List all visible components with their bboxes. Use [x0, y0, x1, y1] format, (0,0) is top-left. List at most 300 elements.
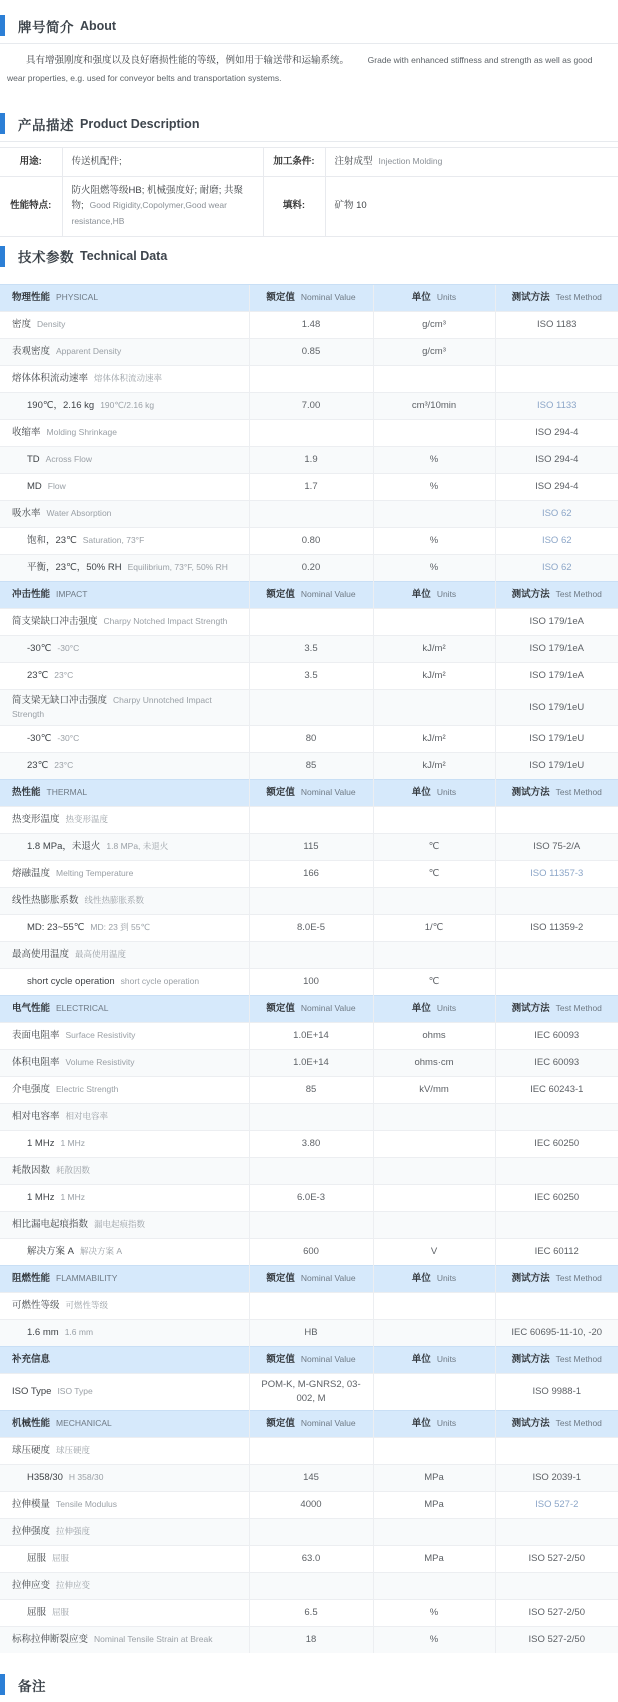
property-zh: 饱和，23℃	[27, 534, 77, 546]
property-cell	[0, 311, 249, 338]
property-en: 屈服	[52, 1552, 70, 1563]
table-row	[0, 1077, 618, 1104]
table-row	[0, 1491, 618, 1518]
column-header-nominal-value	[249, 284, 373, 311]
units-cell	[373, 1158, 495, 1185]
section-name	[0, 1410, 249, 1437]
column-header-nominal-value	[249, 1347, 373, 1374]
property-en: Tensile Modulus	[56, 1498, 117, 1509]
table-row	[0, 500, 618, 527]
accent-bar	[0, 246, 5, 267]
about-text-zh: 具有增强刚度和强度以及良好磨损性能的等级，例如用于输送带和运输系统。	[26, 55, 350, 66]
column-header-units	[373, 1410, 495, 1437]
property-cell	[0, 1212, 249, 1239]
section-name-en: ELECTRICAL	[56, 1003, 109, 1014]
property-zh: 密度	[12, 318, 32, 330]
test-method-cell: ISO 9988-1	[495, 1374, 618, 1411]
nominal-value-cell: 4000	[249, 1491, 373, 1518]
column-header-units-en: Units	[436, 1354, 457, 1365]
nominal-value-cell: 0.20	[249, 554, 373, 581]
column-header-units-en: Units	[436, 291, 457, 302]
column-header-nominal-value-en: Nominal Value	[300, 787, 356, 798]
property-cell	[0, 888, 249, 915]
property-en: Surface Resistivity	[65, 1030, 136, 1041]
nominal-value-cell	[249, 1158, 373, 1185]
table-row	[0, 1437, 618, 1464]
nominal-value-cell: 3.5	[249, 662, 373, 689]
units-cell: ohms·cm	[373, 1050, 495, 1077]
test-method-cell: ISO 11359-2	[495, 915, 618, 942]
units-cell: kJ/m²	[373, 635, 495, 662]
units-cell: %	[373, 527, 495, 554]
table-row	[0, 1626, 618, 1653]
test-method-cell: ISO 179/1eU	[495, 753, 618, 780]
property-cell	[0, 1374, 249, 1411]
property-zh: 最高使用温度	[12, 949, 70, 961]
column-header-nominal-value-en: Nominal Value	[300, 1273, 356, 1284]
nominal-value-cell	[249, 1572, 373, 1599]
nominal-value-cell: 85	[249, 1077, 373, 1104]
column-header-test-method-en: Test Method	[555, 1273, 602, 1284]
units-cell: %	[373, 554, 495, 581]
property-zh: 介电强度	[12, 1084, 51, 1096]
technical-section-title	[0, 237, 618, 274]
nominal-value-cell: 0.85	[249, 338, 373, 365]
product-value-zh: 防火阻燃等级HB; 机械强度好; 耐磨; 共聚物;	[71, 184, 244, 212]
table-row	[0, 527, 618, 554]
property-en: 1 MHz	[60, 1192, 86, 1203]
column-header-nominal-value-zh: 额定值	[266, 1003, 295, 1015]
property-en: Density	[37, 318, 66, 329]
property-cell	[0, 834, 249, 861]
product-description-table	[0, 147, 618, 237]
table-row	[0, 807, 618, 834]
property-en: 23°C	[54, 669, 74, 680]
column-header-units	[373, 780, 495, 807]
product-field-value	[325, 148, 618, 177]
column-header-nominal-value-zh: 额定值	[266, 1354, 295, 1366]
property-cell	[0, 1491, 249, 1518]
table-row	[0, 942, 618, 969]
units-cell	[373, 1131, 495, 1158]
nominal-value-cell: 3.5	[249, 635, 373, 662]
property-zh: 相对电容率	[12, 1111, 60, 1123]
nominal-value-cell: 1.9	[249, 446, 373, 473]
property-zh: 简支梁无缺口冲击强度	[12, 694, 108, 706]
property-zh: 热变形温度	[12, 814, 60, 826]
nominal-value-cell: 3.80	[249, 1131, 373, 1158]
nominal-value-cell: 145	[249, 1464, 373, 1491]
column-header-units-zh: 单位	[411, 1417, 431, 1429]
product-row	[0, 148, 618, 177]
table-row	[0, 1572, 618, 1599]
about-title-zh: 牌号简介	[18, 19, 74, 35]
property-en: H 358/30	[68, 1471, 104, 1482]
property-cell	[0, 1131, 249, 1158]
accent-bar	[0, 113, 5, 134]
property-en: Nominal Tensile Strain at Break	[94, 1634, 213, 1645]
test-method-cell: ISO 179/1eA	[495, 635, 618, 662]
units-cell: kJ/m²	[373, 662, 495, 689]
product-field-value	[325, 176, 618, 236]
table-row	[0, 753, 618, 780]
section-name	[0, 780, 249, 807]
property-cell	[0, 338, 249, 365]
section-name-zh: 机械性能	[12, 1417, 51, 1429]
table-section-header	[0, 780, 618, 807]
table-section-header	[0, 581, 618, 608]
column-header-nominal-value-zh: 额定值	[266, 1273, 295, 1285]
table-row	[0, 608, 618, 635]
units-cell: ℃	[373, 834, 495, 861]
units-cell: MPa	[373, 1464, 495, 1491]
units-cell: MPa	[373, 1545, 495, 1572]
column-header-units-en: Units	[436, 588, 457, 599]
test-method-cell: ISO 75-2/A	[495, 834, 618, 861]
about-paragraph	[0, 44, 618, 104]
column-header-test-method	[495, 1266, 618, 1293]
property-zh: 相比漏电起痕指数	[12, 1219, 89, 1231]
test-method-cell: ISO 179/1eU	[495, 726, 618, 753]
units-cell: 1/℃	[373, 915, 495, 942]
property-en: 拉伸应变	[56, 1579, 91, 1590]
property-cell	[0, 365, 249, 392]
product-field-label: 用途:	[0, 148, 62, 177]
table-row	[0, 1104, 618, 1131]
units-cell	[373, 807, 495, 834]
column-header-units	[373, 1266, 495, 1293]
property-zh: 23℃	[27, 760, 49, 772]
table-row	[0, 554, 618, 581]
section-name-en: FLAMMABILITY	[56, 1273, 118, 1284]
column-header-nominal-value	[249, 1266, 373, 1293]
test-method-cell	[495, 807, 618, 834]
column-header-test-method-en: Test Method	[555, 787, 602, 798]
product-field-label: 填料:	[263, 176, 325, 236]
nominal-value-cell: 7.00	[249, 392, 373, 419]
table-row	[0, 473, 618, 500]
nominal-value-cell: 63.0	[249, 1545, 373, 1572]
property-zh: 简支梁缺口冲击强度	[12, 615, 98, 627]
column-header-units-en: Units	[436, 1273, 457, 1284]
column-header-test-method	[495, 780, 618, 807]
table-row	[0, 1599, 618, 1626]
test-method-cell	[495, 1158, 618, 1185]
column-header-test-method-en: Test Method	[555, 588, 602, 599]
property-en: 相对电容率	[65, 1111, 109, 1122]
property-cell	[0, 1599, 249, 1626]
property-cell	[0, 753, 249, 780]
test-method-cell: ISO 527-2/50	[495, 1545, 618, 1572]
property-cell	[0, 1572, 249, 1599]
test-method-cell: IEC 60093	[495, 1050, 618, 1077]
property-zh: 1.6 mm	[27, 1327, 59, 1339]
table-section-header	[0, 1347, 618, 1374]
column-header-nominal-value-en: Nominal Value	[300, 1354, 356, 1365]
table-row	[0, 392, 618, 419]
units-cell	[373, 1518, 495, 1545]
section-name	[0, 284, 249, 311]
test-method-cell: IEC 60695-11-10, -20	[495, 1320, 618, 1347]
property-zh: H358/30	[27, 1471, 63, 1483]
column-header-nominal-value-en: Nominal Value	[300, 588, 356, 599]
units-cell: MPa	[373, 1491, 495, 1518]
column-header-units-zh: 单位	[411, 291, 431, 303]
property-en: ISO Type	[57, 1386, 93, 1397]
property-zh: ISO Type	[12, 1386, 52, 1398]
property-cell	[0, 527, 249, 554]
property-zh: MD	[27, 480, 42, 492]
property-cell	[0, 1320, 249, 1347]
test-method-cell: ISO 294-4	[495, 446, 618, 473]
accent-bar	[0, 1674, 5, 1695]
property-cell	[0, 915, 249, 942]
property-zh: 屈服	[27, 1552, 47, 1564]
property-cell	[0, 473, 249, 500]
property-zh: 拉伸强度	[12, 1525, 51, 1537]
nominal-value-cell: 1.0E+14	[249, 1023, 373, 1050]
column-header-nominal-value	[249, 1410, 373, 1437]
table-row	[0, 635, 618, 662]
units-cell: cm³/10min	[373, 392, 495, 419]
column-header-units	[373, 1347, 495, 1374]
property-zh: MD: 23~55℃	[27, 922, 85, 934]
test-method-cell	[495, 1437, 618, 1464]
product-title-zh: 产品描述	[18, 117, 74, 133]
nominal-value-cell	[249, 1293, 373, 1320]
nominal-value-cell	[249, 1437, 373, 1464]
units-cell: kJ/m²	[373, 753, 495, 780]
product-field-value	[62, 148, 263, 177]
column-header-nominal-value-en: Nominal Value	[300, 1003, 356, 1014]
units-cell: ℃	[373, 861, 495, 888]
nominal-value-cell: 100	[249, 969, 373, 996]
product-table-body	[0, 148, 618, 237]
test-method-cell: IEC 60250	[495, 1185, 618, 1212]
property-zh: 表观密度	[12, 345, 51, 357]
product-field-value	[62, 176, 263, 236]
property-cell	[0, 1518, 249, 1545]
property-cell	[0, 726, 249, 753]
units-cell: %	[373, 446, 495, 473]
nominal-value-cell	[249, 419, 373, 446]
test-method-cell: IEC 60112	[495, 1239, 618, 1266]
units-cell: g/cm³	[373, 338, 495, 365]
column-header-test-method	[495, 1347, 618, 1374]
property-zh: 拉伸应变	[12, 1579, 51, 1591]
property-en: 漏电起痕指数	[94, 1219, 146, 1230]
nominal-value-cell	[249, 1518, 373, 1545]
section-name-zh: 物理性能	[12, 291, 51, 303]
test-method-cell	[495, 1104, 618, 1131]
property-cell	[0, 1545, 249, 1572]
property-zh: 1.8 MPa，未退火	[27, 841, 101, 853]
property-cell	[0, 1293, 249, 1320]
table-row	[0, 1320, 618, 1347]
section-name-zh: 热性能	[12, 787, 41, 799]
test-method-cell: IEC 60243-1	[495, 1077, 618, 1104]
product-value-zh: 注射成型	[334, 156, 373, 168]
property-zh: 平衡，23℃，50% RH	[27, 561, 122, 573]
section-name	[0, 1347, 249, 1374]
test-method-cell[interactable]: ISO 1133	[495, 392, 618, 419]
test-method-cell: ISO 179/1eA	[495, 608, 618, 635]
property-en: MD: 23 到 55℃	[90, 922, 151, 933]
column-header-test-method-zh: 测试方法	[511, 1003, 550, 1015]
units-cell: kV/mm	[373, 1077, 495, 1104]
nominal-value-cell: 18	[249, 1626, 373, 1653]
nominal-value-cell: 1.48	[249, 311, 373, 338]
section-name-zh: 补充信息	[12, 1354, 51, 1366]
property-en: 解决方案 A	[79, 1246, 123, 1257]
units-cell	[373, 419, 495, 446]
units-cell: ℃	[373, 969, 495, 996]
column-header-units	[373, 284, 495, 311]
table-row	[0, 689, 618, 726]
table-section-header	[0, 1410, 618, 1437]
column-header-test-method	[495, 996, 618, 1023]
table-row	[0, 1023, 618, 1050]
property-zh: -30℃	[27, 642, 52, 654]
test-method-cell[interactable]: ISO 11357-3	[495, 861, 618, 888]
section-divider	[0, 141, 618, 142]
test-method-cell: ISO 179/1eU	[495, 689, 618, 726]
property-en: 1.6 mm	[64, 1327, 94, 1338]
column-header-nominal-value-en: Nominal Value	[300, 1417, 356, 1428]
section-name	[0, 996, 249, 1023]
test-method-cell: ISO 527-2/50	[495, 1626, 618, 1653]
table-row	[0, 446, 618, 473]
table-row	[0, 338, 618, 365]
section-name-zh: 阻燃性能	[12, 1273, 51, 1285]
property-cell	[0, 608, 249, 635]
nominal-value-cell: 80	[249, 726, 373, 753]
property-zh: 表面电阻率	[12, 1030, 60, 1042]
nominal-value-cell: 0.80	[249, 527, 373, 554]
technical-data-table	[0, 284, 618, 1654]
table-row	[0, 969, 618, 996]
column-header-nominal-value-zh: 额定值	[266, 787, 295, 799]
table-row	[0, 1374, 618, 1411]
remark-section-title	[0, 1665, 618, 1702]
nominal-value-cell	[249, 888, 373, 915]
test-method-cell[interactable]: ISO 527-2	[495, 1491, 618, 1518]
column-header-units-en: Units	[436, 1003, 457, 1014]
column-header-test-method-zh: 测试方法	[511, 291, 550, 303]
nominal-value-cell	[249, 1104, 373, 1131]
units-cell	[373, 1320, 495, 1347]
column-header-nominal-value	[249, 581, 373, 608]
nominal-value-cell: 115	[249, 834, 373, 861]
property-en: Equilibrium, 73°F, 50% RH	[127, 561, 228, 572]
nominal-value-cell: 166	[249, 861, 373, 888]
units-cell	[373, 1293, 495, 1320]
nominal-value-cell	[249, 689, 373, 726]
column-header-test-method-zh: 测试方法	[511, 1273, 550, 1285]
column-header-units	[373, 581, 495, 608]
table-row	[0, 1050, 618, 1077]
property-cell	[0, 1464, 249, 1491]
test-method-cell	[495, 1518, 618, 1545]
property-zh: 熔融温度	[12, 868, 51, 880]
property-cell	[0, 689, 249, 726]
table-section-header	[0, 1266, 618, 1293]
property-en: Apparent Density	[56, 345, 122, 356]
test-method-cell	[495, 338, 618, 365]
about-title-en: About	[80, 18, 117, 33]
test-method-cell: ISO 294-4	[495, 473, 618, 500]
test-method-cell: ISO 179/1eA	[495, 662, 618, 689]
property-cell	[0, 1437, 249, 1464]
property-en: Melting Temperature	[56, 868, 134, 879]
property-en: Saturation, 73°F	[82, 534, 145, 545]
product-field-label: 加工条件:	[263, 148, 325, 177]
test-method-cell: IEC 60250	[495, 1131, 618, 1158]
property-en: 最高使用温度	[75, 949, 127, 960]
test-method-cell[interactable]: ISO 62	[495, 527, 618, 554]
test-method-cell[interactable]: ISO 62	[495, 554, 618, 581]
column-header-test-method-zh: 测试方法	[511, 787, 550, 799]
units-cell	[373, 689, 495, 726]
nominal-value-cell: 1.0E+14	[249, 1050, 373, 1077]
property-en: 拉伸强度	[56, 1525, 91, 1536]
column-header-units-zh: 单位	[411, 588, 431, 600]
table-section-header	[0, 996, 618, 1023]
column-header-units-en: Units	[436, 787, 457, 798]
property-cell	[0, 1104, 249, 1131]
test-method-cell[interactable]: ISO 62	[495, 500, 618, 527]
units-cell: kJ/m²	[373, 726, 495, 753]
property-zh: TD	[27, 453, 40, 465]
units-cell	[373, 888, 495, 915]
property-en: 190℃/2.16 kg	[100, 399, 155, 410]
property-en: 熔体体积流动速率	[94, 372, 163, 383]
product-section-title	[0, 104, 618, 141]
column-header-test-method-en: Test Method	[555, 1417, 602, 1428]
property-en: short cycle operation	[120, 976, 200, 987]
property-zh: 解决方案 A	[27, 1246, 74, 1258]
product-value-zh: 矿物 10	[334, 200, 367, 212]
property-cell	[0, 446, 249, 473]
property-en: 23°C	[54, 760, 74, 771]
property-cell	[0, 1077, 249, 1104]
units-cell: %	[373, 1626, 495, 1653]
nominal-value-cell: 85	[249, 753, 373, 780]
property-en: 耗散因数	[56, 1165, 91, 1176]
section-name-zh: 电气性能	[12, 1003, 51, 1015]
property-en: -30°C	[57, 642, 80, 653]
nominal-value-cell: 6.0E-3	[249, 1185, 373, 1212]
units-cell: V	[373, 1239, 495, 1266]
property-zh: 吸水率	[12, 507, 41, 519]
property-zh: 1 MHz	[27, 1138, 55, 1150]
property-cell	[0, 1626, 249, 1653]
units-cell	[373, 1572, 495, 1599]
test-method-cell: ISO 294-4	[495, 419, 618, 446]
column-header-nominal-value	[249, 780, 373, 807]
column-header-units-zh: 单位	[411, 787, 431, 799]
technical-title-zh: 技术参数	[18, 250, 74, 266]
table-section-header	[0, 284, 618, 311]
table-row	[0, 915, 618, 942]
column-header-units-zh: 单位	[411, 1273, 431, 1285]
product-title-en: Product Description	[80, 116, 200, 131]
table-row	[0, 1293, 618, 1320]
property-zh: 体积电阻率	[12, 1057, 60, 1069]
table-row	[0, 1131, 618, 1158]
property-cell	[0, 392, 249, 419]
property-en: 可燃性等级	[65, 1300, 109, 1311]
